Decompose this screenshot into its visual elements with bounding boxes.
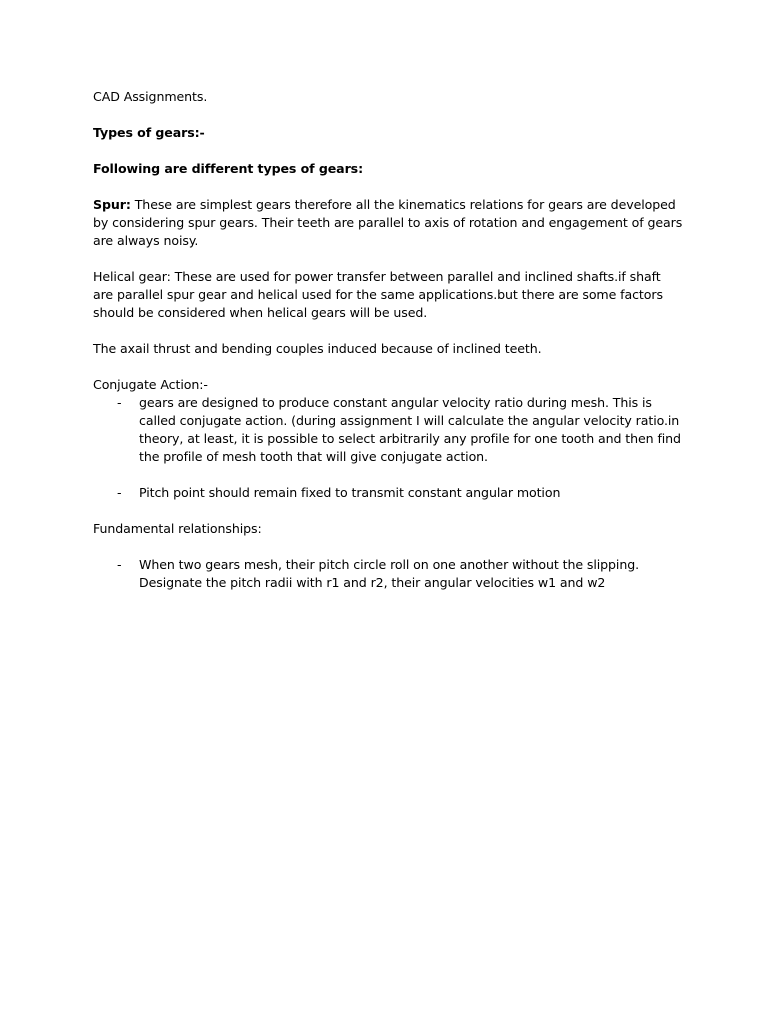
list-spacer [93, 466, 683, 484]
helical-paragraph: Helical gear: These are used for power transfer between parallel and inclined shafts.if shaft are parallel spur gear and helical used for the same applications.but there are some factors should be considered when helical gears will be used. [93, 269, 663, 320]
list-item [93, 556, 683, 592]
spur-label: Spur: [93, 197, 131, 212]
list-dash: - [117, 557, 122, 572]
fundamental-heading: Fundamental relationships: [93, 521, 262, 536]
list-item-text: Pitch point should remain fixed to transmit constant angular motion [139, 485, 561, 500]
document-body [93, 88, 683, 592]
list-item-text: gears are designed to produce constant angular velocity ratio during mesh. This is called conjugate action. (during assignment I will calculate the angular velocity ratio.in theory, at least, it is possible to select arbitrarily any profile for one tooth and then find the profile of mesh tooth that will give conjugate action. [139, 395, 681, 464]
spur-paragraph [93, 196, 683, 250]
conjugate-list [93, 394, 683, 502]
intro-heading: Following are different types of gears: [93, 161, 364, 176]
list-item [93, 484, 683, 502]
section-spacer [93, 502, 683, 520]
axial-paragraph: The axail thrust and bending couples induced because of inclined teeth. [93, 341, 542, 356]
list-item-text: When two gears mesh, their pitch circle roll on one another without the slipping. Designate the pitch radii with r1 and r2, their angular velocities w1 and w2 [139, 557, 639, 590]
types-heading: Types of gears:- [93, 125, 205, 140]
conjugate-heading: Conjugate Action:- [93, 377, 208, 392]
list-dash: - [117, 485, 122, 500]
spur-text: These are simplest gears therefore all the kinematics relations for gears are developed by considering spur gears. Their teeth are parallel to axis of rotation and engagement of gears are always noisy. [93, 197, 683, 248]
document-title: CAD Assignments. [93, 89, 208, 104]
fundamental-list [93, 556, 683, 592]
list-dash: - [117, 395, 122, 410]
list-item [93, 394, 683, 466]
